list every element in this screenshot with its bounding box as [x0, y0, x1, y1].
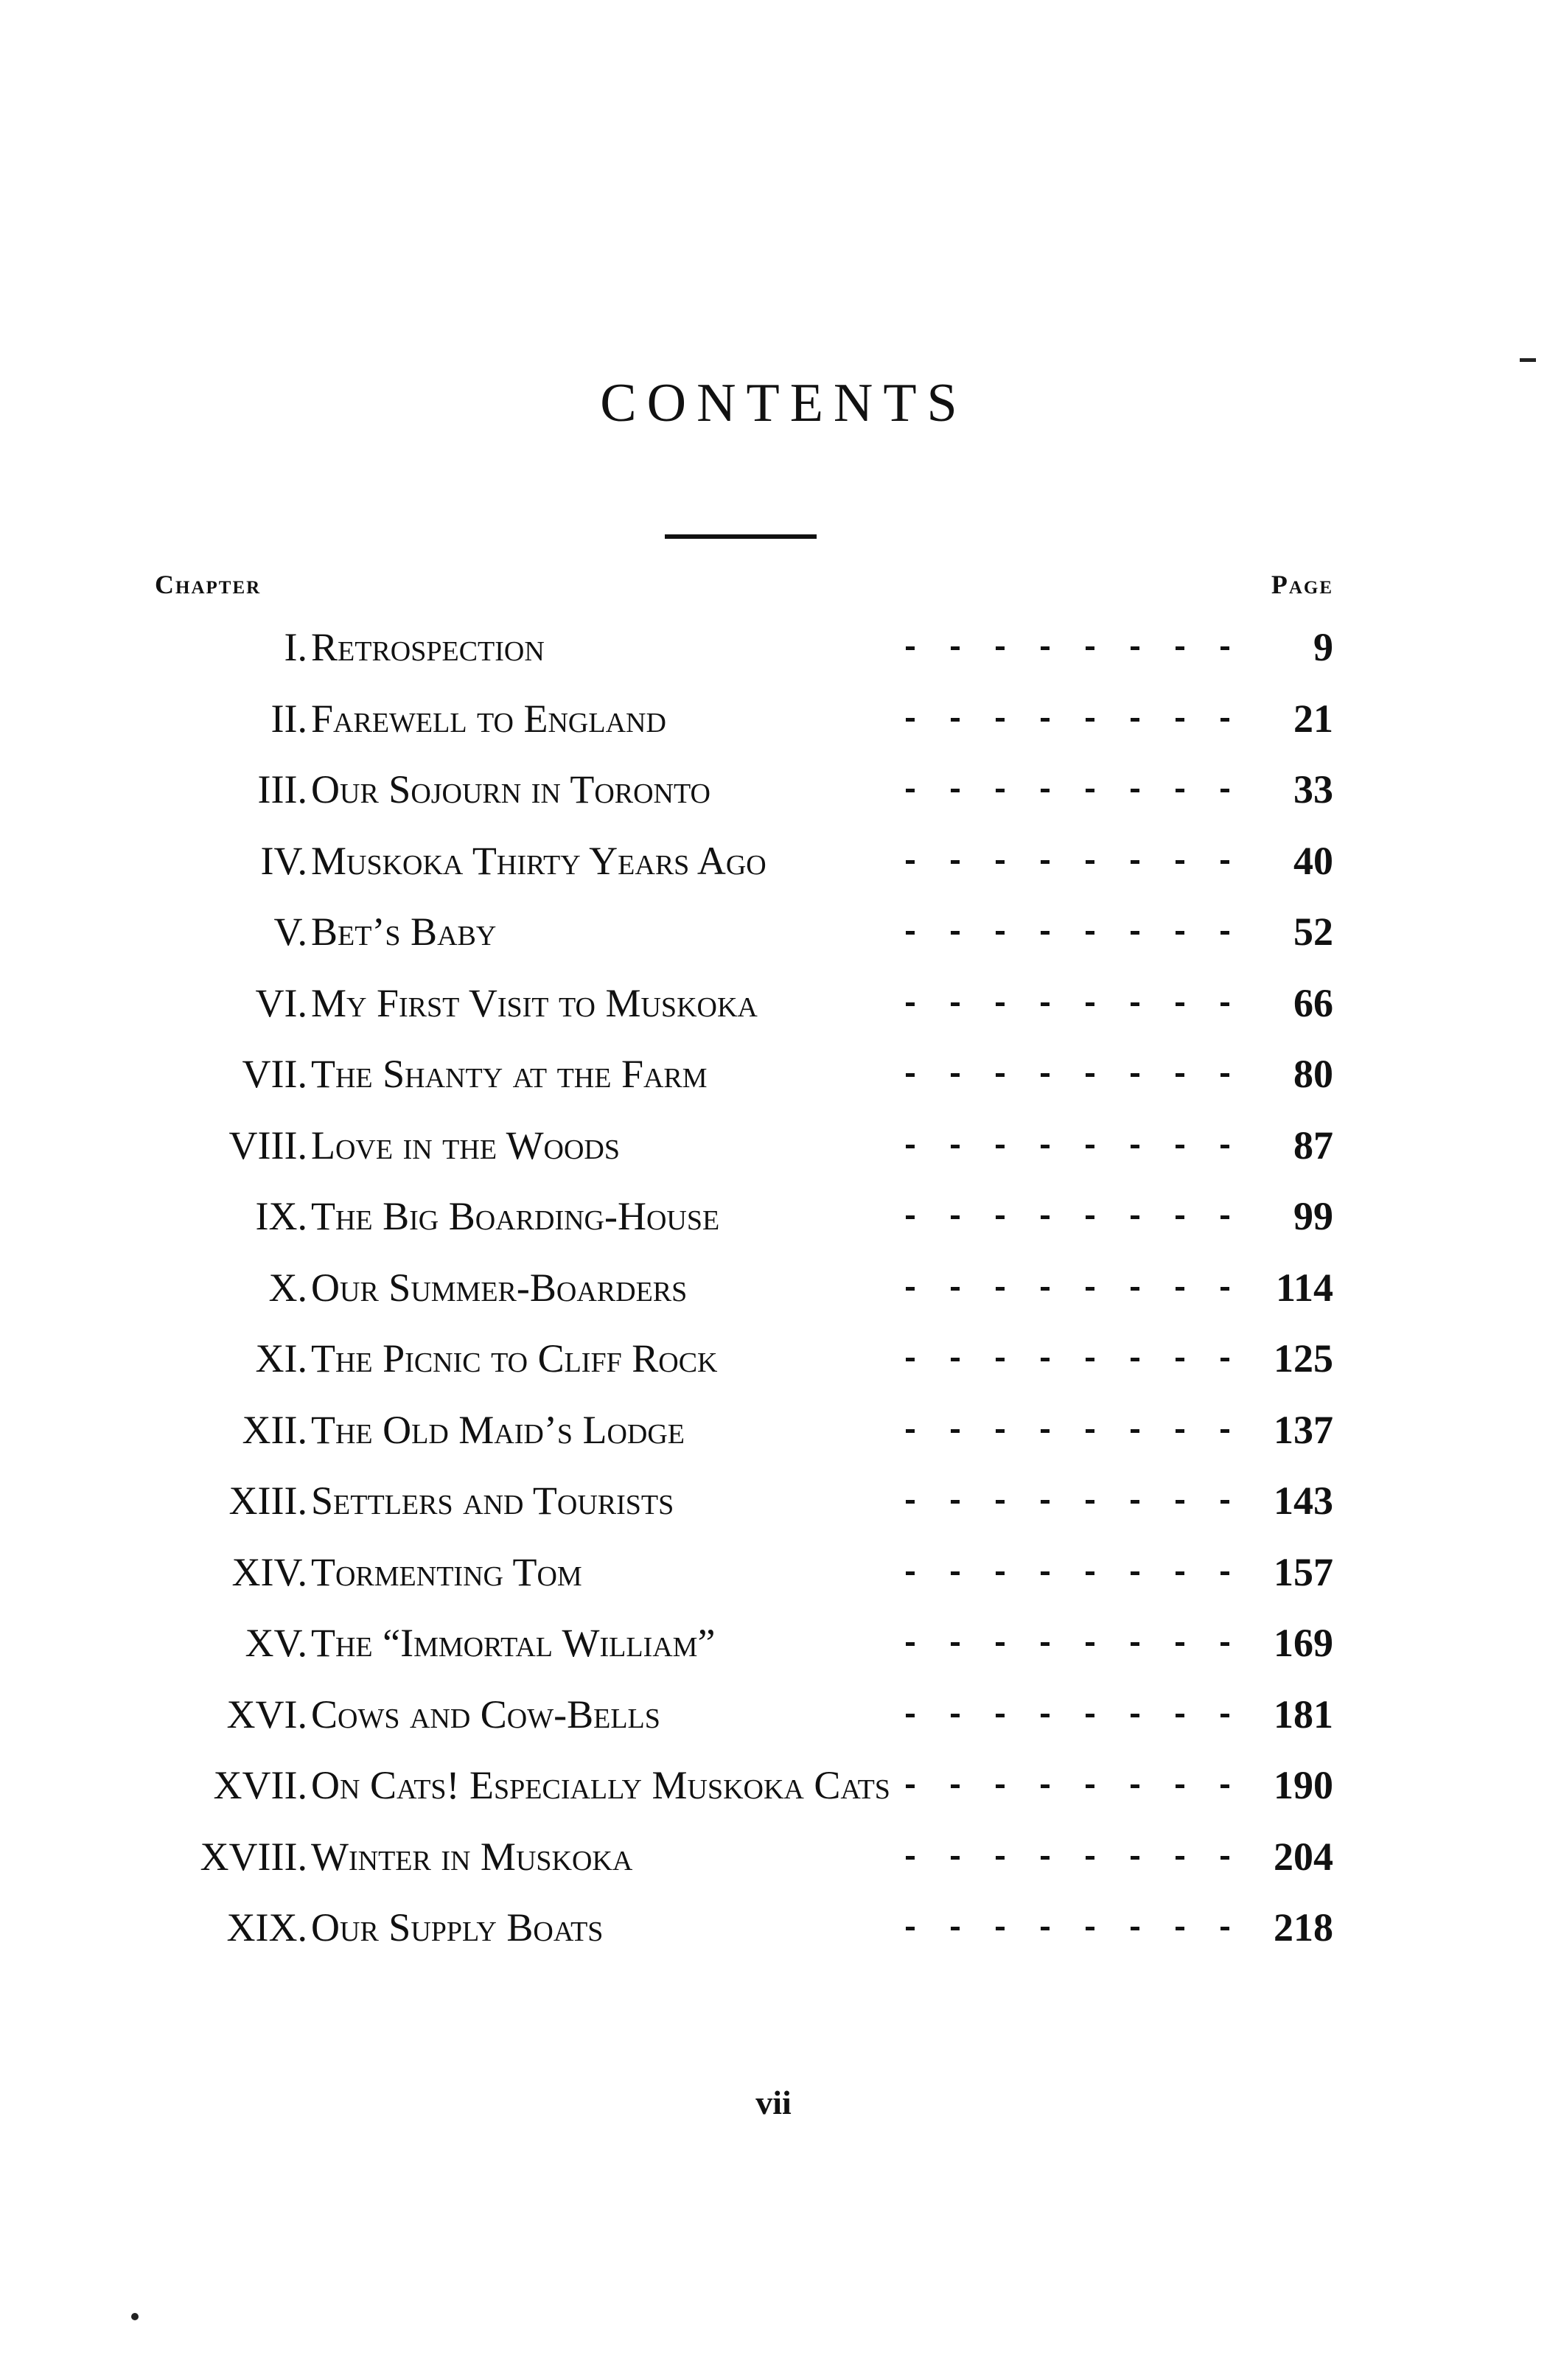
leader-dash	[1131, 931, 1139, 935]
leader-dash	[996, 1500, 1005, 1504]
leader-dash	[1131, 1927, 1139, 1930]
leader-dash	[1221, 1500, 1229, 1504]
leader-dash	[1221, 789, 1229, 792]
scan-dot	[131, 2313, 139, 2320]
toc-entry	[0, 1465, 1547, 1537]
leader-dash	[951, 1287, 960, 1291]
leader-dash	[951, 1642, 960, 1646]
leader-dash	[1176, 1856, 1184, 1860]
leader-dash	[1086, 860, 1094, 864]
leader-dash	[996, 1145, 1005, 1148]
leader-dash	[1041, 646, 1050, 650]
page-reference: 157	[1274, 1549, 1333, 1594]
leader-dash	[1131, 1642, 1139, 1646]
leader-dash	[1086, 1784, 1094, 1788]
leader-dash	[1176, 718, 1184, 722]
leader-dash	[1221, 1856, 1229, 1860]
page-reference: 137	[1274, 1407, 1333, 1452]
leader-dash	[906, 1287, 915, 1291]
leader-dash	[1086, 1287, 1094, 1291]
leader-dash	[1176, 1073, 1184, 1077]
leader-dash	[906, 1784, 915, 1788]
toc-entry	[0, 1323, 1547, 1395]
toc-entry	[0, 1750, 1547, 1821]
chapter-number: III.	[257, 767, 307, 812]
leader-dash	[996, 1571, 1005, 1575]
leader-dash	[1041, 1784, 1050, 1788]
leader-dash	[1086, 646, 1094, 650]
toc-entry	[0, 1537, 1547, 1608]
leader-dash	[906, 1215, 915, 1219]
leader-dash	[1221, 1429, 1229, 1433]
chapter-number: XV.	[245, 1621, 307, 1665]
leader-dash	[1221, 1287, 1229, 1291]
leader-dash	[951, 1145, 960, 1148]
toc-entry	[0, 683, 1547, 755]
leader-dash	[1086, 1856, 1094, 1860]
leader-dash	[1221, 1073, 1229, 1077]
leader-dash	[1131, 1784, 1139, 1788]
page-reference: 33	[1293, 767, 1333, 812]
page-reference: 181	[1274, 1692, 1333, 1737]
chapter-number: XII.	[242, 1407, 307, 1452]
chapter-title: The Picnic to Cliff Rock	[311, 1336, 718, 1381]
leader-dash	[1041, 1073, 1050, 1077]
chapter-title: The Big Boarding-House	[311, 1194, 720, 1238]
page-reference: 40	[1293, 838, 1333, 883]
leader-dash	[1176, 1429, 1184, 1433]
leader-dash	[906, 789, 915, 792]
leader-dash	[996, 1927, 1005, 1930]
toc-entry	[0, 1608, 1547, 1679]
leader-dash	[951, 1714, 960, 1717]
leader-dash	[951, 860, 960, 864]
leader-dash	[1131, 1215, 1139, 1219]
toc-entry	[0, 1395, 1547, 1466]
page-reference: 218	[1274, 1905, 1333, 1950]
chapter-title: Our Supply Boats	[311, 1905, 604, 1950]
leader-dash	[1041, 718, 1050, 722]
page-reference: 9	[1313, 625, 1333, 669]
chapter-title: Winter in Muskoka	[311, 1834, 633, 1879]
leader-dash	[1086, 1429, 1094, 1433]
leader-dash	[1041, 1856, 1050, 1860]
chapter-number: XVI.	[226, 1692, 307, 1737]
page-reference: 125	[1274, 1336, 1333, 1381]
leader-dash	[996, 1287, 1005, 1291]
leader-dash	[996, 1856, 1005, 1860]
leader-dash	[1176, 860, 1184, 864]
toc-entry	[0, 968, 1547, 1039]
leader-dash	[906, 1642, 915, 1646]
leader-dash	[1086, 1927, 1094, 1930]
leader-dash	[1041, 1571, 1050, 1575]
leader-dash	[906, 646, 915, 650]
page-title: CONTENTS	[600, 373, 968, 433]
page-number: vii	[755, 2084, 792, 2121]
leader-dash	[1086, 1215, 1094, 1219]
leader-dash	[951, 1429, 960, 1433]
leader-dash	[951, 1215, 960, 1219]
leader-dash	[1041, 789, 1050, 792]
leader-dash	[951, 1073, 960, 1077]
leader-dash	[996, 646, 1005, 650]
chapter-number: IV.	[260, 838, 307, 883]
page-reference: 80	[1293, 1052, 1333, 1096]
page-reference: 190	[1274, 1763, 1333, 1807]
toc-entry	[0, 1110, 1547, 1182]
leader-dash	[1131, 718, 1139, 722]
leader-dash	[1176, 646, 1184, 650]
leader-dash	[1086, 1571, 1094, 1575]
leader-dash	[1176, 789, 1184, 792]
toc-entry	[0, 896, 1547, 968]
chapter-number: XVII.	[213, 1763, 307, 1807]
leader-dash	[1041, 1429, 1050, 1433]
leader-dash	[1176, 1358, 1184, 1361]
leader-dash	[906, 718, 915, 722]
page-reference: 52	[1293, 910, 1333, 954]
toc-entry	[0, 754, 1547, 826]
leader-dash	[906, 1500, 915, 1504]
leader-dash	[906, 1856, 915, 1860]
leader-dash	[1221, 1784, 1229, 1788]
page-reference: 21	[1293, 696, 1333, 741]
leader-dash	[906, 931, 915, 935]
leader-dash	[1221, 1358, 1229, 1361]
leader-dash	[906, 1571, 915, 1575]
leader-dash	[1176, 1642, 1184, 1646]
toc-entry	[0, 1252, 1547, 1324]
chapter-number: XIV.	[231, 1549, 307, 1594]
leader-dash	[951, 1927, 960, 1930]
chapter-title: Our Summer-Boarders	[311, 1265, 688, 1310]
leader-dash	[1131, 1145, 1139, 1148]
leader-dash	[1221, 1927, 1229, 1930]
chapter-title: The Shanty at the Farm	[311, 1052, 708, 1096]
leader-dash	[906, 1714, 915, 1717]
chapter-title: Settlers and Tourists	[311, 1479, 674, 1523]
leader-dash	[951, 646, 960, 650]
leader-dash	[1176, 1500, 1184, 1504]
page-reference: 99	[1293, 1194, 1333, 1238]
leader-dash	[996, 789, 1005, 792]
chapter-number: XI.	[255, 1336, 307, 1381]
leader-dash	[951, 1500, 960, 1504]
leader-dash	[906, 860, 915, 864]
chapter-number: XIX.	[226, 1905, 307, 1950]
chapter-title: Love in the Woods	[311, 1123, 620, 1168]
page-reference: 114	[1275, 1265, 1333, 1310]
leader-dash	[996, 860, 1005, 864]
leader-dash	[1131, 1856, 1139, 1860]
leader-dash	[1221, 1714, 1229, 1717]
chapter-title: Bet’s Baby	[311, 910, 497, 954]
chapter-number: VII.	[242, 1052, 307, 1096]
leader-dash	[951, 1571, 960, 1575]
toc-entry	[0, 612, 1547, 683]
chapter-title: Tormenting Tom	[311, 1549, 582, 1594]
leader-dash	[1041, 1145, 1050, 1148]
chapter-number: IX.	[255, 1194, 307, 1238]
chapter-number: II.	[270, 696, 307, 741]
page-reference: 66	[1293, 980, 1333, 1025]
leader-dash	[1086, 1002, 1094, 1006]
page-reference: 204	[1274, 1834, 1333, 1879]
leader-dash	[1221, 646, 1229, 650]
chapter-title: The Old Maid’s Lodge	[311, 1407, 685, 1452]
leader-dash	[951, 1856, 960, 1860]
chapter-column-header: Chapter	[155, 570, 262, 599]
leader-dash	[1131, 1571, 1139, 1575]
leader-dash	[951, 789, 960, 792]
leader-dash	[996, 1642, 1005, 1646]
chapter-number: VIII.	[228, 1123, 307, 1168]
leader-dash	[1041, 1714, 1050, 1717]
leader-dash	[996, 931, 1005, 935]
chapter-number: XIII.	[228, 1479, 307, 1523]
toc-entry	[0, 826, 1547, 897]
toc-entry	[0, 1039, 1547, 1110]
leader-dash	[951, 931, 960, 935]
leader-dash	[1221, 860, 1229, 864]
leader-dash	[906, 1073, 915, 1077]
chapter-title: Our Sojourn in Toronto	[311, 767, 710, 812]
leader-dash	[1176, 931, 1184, 935]
chapter-number: V.	[273, 910, 307, 954]
page-reference: 87	[1293, 1123, 1333, 1168]
leader-dash	[996, 1073, 1005, 1077]
chapter-number: I.	[284, 625, 307, 669]
chapter-title: Cows and Cow-Bells	[311, 1692, 660, 1737]
chapter-title: On Cats! Especially Muskoka Cats	[311, 1763, 890, 1807]
leader-dash	[996, 1358, 1005, 1361]
leader-dash	[1131, 1429, 1139, 1433]
leader-dash	[1176, 1571, 1184, 1575]
page-column-header: Page	[1271, 570, 1333, 599]
leader-dash	[1086, 1500, 1094, 1504]
leader-dash	[1131, 646, 1139, 650]
leader-dash	[1041, 860, 1050, 864]
page-reference: 143	[1274, 1479, 1333, 1523]
leader-dash	[1086, 718, 1094, 722]
leader-dash	[1221, 931, 1229, 935]
leader-dash	[906, 1002, 915, 1006]
leader-dash	[951, 718, 960, 722]
leader-dash	[1131, 1073, 1139, 1077]
leader-dash	[1041, 931, 1050, 935]
leader-dash	[1221, 1642, 1229, 1646]
leader-dash	[1131, 789, 1139, 792]
leader-dash	[1221, 718, 1229, 722]
leader-dash	[1086, 1073, 1094, 1077]
leader-dash	[1131, 860, 1139, 864]
scan-mark	[1520, 358, 1536, 362]
leader-dash	[951, 1002, 960, 1006]
leader-dash	[906, 1145, 915, 1148]
leader-dash	[1041, 1215, 1050, 1219]
toc-entry	[0, 1821, 1547, 1893]
leader-dash	[1131, 1500, 1139, 1504]
leader-dash	[1131, 1714, 1139, 1717]
chapter-title: Farewell to England	[311, 696, 666, 741]
leader-dash	[1086, 789, 1094, 792]
leader-dash	[1221, 1215, 1229, 1219]
leader-dash	[1086, 1358, 1094, 1361]
leader-dash	[1176, 1927, 1184, 1930]
leader-dash	[1086, 931, 1094, 935]
leader-dash	[1041, 1927, 1050, 1930]
leader-dash	[1221, 1145, 1229, 1148]
leader-dash	[1041, 1358, 1050, 1361]
chapter-title: Muskoka Thirty Years Ago	[311, 838, 766, 883]
leader-dash	[996, 718, 1005, 722]
chapter-number: XVIII.	[200, 1834, 307, 1879]
leader-dash	[1131, 1358, 1139, 1361]
leader-dash	[1086, 1642, 1094, 1646]
toc-entry	[0, 1181, 1547, 1252]
leader-dash	[951, 1358, 960, 1361]
title-rule	[665, 534, 817, 539]
leader-dash	[906, 1927, 915, 1930]
leader-dash	[996, 1215, 1005, 1219]
leader-dash	[1041, 1500, 1050, 1504]
leader-dash	[996, 1784, 1005, 1788]
chapter-title: My First Visit to Muskoka	[311, 980, 758, 1025]
leader-dash	[1221, 1002, 1229, 1006]
leader-dash	[1041, 1642, 1050, 1646]
leader-dash	[1086, 1145, 1094, 1148]
leader-dash	[1131, 1002, 1139, 1006]
leader-dash	[951, 1784, 960, 1788]
table-of-contents	[0, 612, 1547, 1964]
chapter-number: X.	[268, 1265, 307, 1310]
leader-dash	[1176, 1002, 1184, 1006]
leader-dash	[1041, 1287, 1050, 1291]
toc-entry	[0, 1892, 1547, 1964]
leader-dash	[1176, 1714, 1184, 1717]
leader-dash	[1176, 1784, 1184, 1788]
leader-dash	[1041, 1002, 1050, 1006]
leader-dash	[996, 1002, 1005, 1006]
leader-dash	[1176, 1145, 1184, 1148]
chapter-title: The “Immortal William”	[311, 1621, 716, 1665]
leader-dash	[1221, 1571, 1229, 1575]
leader-dash	[996, 1429, 1005, 1433]
chapter-title: Retrospection	[311, 625, 545, 669]
leader-dash	[996, 1714, 1005, 1717]
leader-dash	[1086, 1714, 1094, 1717]
leader-dash	[1176, 1287, 1184, 1291]
page-reference: 169	[1274, 1621, 1333, 1665]
leader-dash	[1176, 1215, 1184, 1219]
leader-dash	[1131, 1287, 1139, 1291]
toc-entry	[0, 1679, 1547, 1751]
chapter-number: VI.	[255, 980, 307, 1025]
leader-dash	[906, 1429, 915, 1433]
leader-dash	[906, 1358, 915, 1361]
